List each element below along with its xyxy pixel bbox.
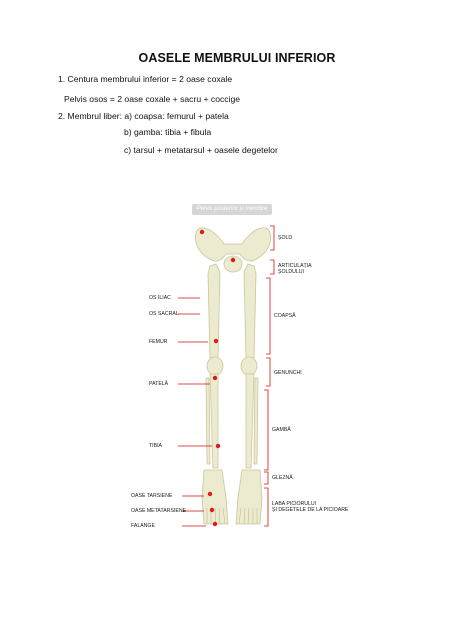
label-gamba: GAMBĂ	[272, 427, 291, 433]
text-line-membrul-liber: 2. Membrul liber: a) coapsa: femurul + patela	[58, 111, 229, 121]
label-soldului: ȘOLDULUI	[278, 269, 304, 275]
label-degetele: ȘI DEGETELE DE LA PICIOARE	[272, 507, 349, 513]
label-glezna: GLEZNĂ	[272, 475, 293, 481]
label-coapsa: COAPSĂ	[274, 313, 296, 319]
label-tibia: TIBIA	[149, 443, 162, 449]
label-articulatia: ARTICULAȚIA	[278, 263, 312, 269]
label-os-iliac: OS ILIAC	[149, 295, 171, 301]
label-genunchi: GENUNCHI	[274, 370, 302, 376]
text-line-centura: 1. Centura membrului inferior = 2 oase coxale	[58, 74, 233, 84]
label-femur: FEMUR	[149, 339, 168, 345]
figure-banner: Pelvis posterior și membre	[192, 204, 272, 215]
label-oase-metatarsiene: OASE METATARSIENE	[131, 508, 187, 514]
skeleton-figure	[130, 198, 349, 538]
label-laba-piciorului: LABA PICIORULUI	[272, 501, 317, 507]
label-os-sacral: OS SACRAL	[149, 311, 179, 317]
skeleton-illustration	[130, 198, 340, 538]
label-patela: PATELĂ	[149, 381, 169, 387]
text-line-pelvis: Pelvis osos = 2 oase coxale + sacru + coccige	[64, 94, 241, 104]
text-line-tarsul: c) tarsul + metatarsul + oasele degetelor	[124, 145, 278, 155]
page-title: OASELE MEMBRULUI INFERIOR	[138, 51, 336, 65]
text-line-gamba: b) gamba: tibia + fibula	[124, 127, 212, 137]
label-oase-tarsiene: OASE TARSIENE	[131, 493, 173, 499]
label-sold: ȘOLD	[278, 235, 293, 241]
label-falange: FALANGE	[131, 523, 155, 529]
